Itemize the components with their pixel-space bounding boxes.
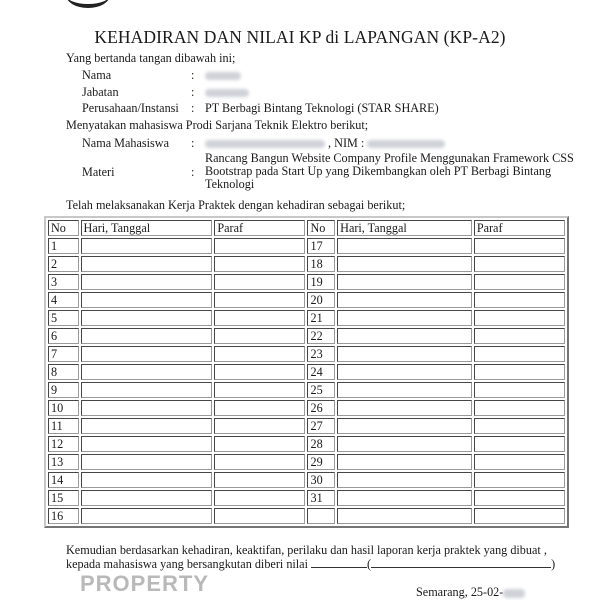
- grade-number-blank[interactable]: [311, 557, 367, 568]
- left-no: 2: [48, 256, 79, 272]
- right-no: 24: [307, 364, 335, 380]
- left-no: 15: [48, 490, 79, 506]
- left-signature-cell[interactable]: [214, 382, 305, 398]
- closing-paragraph: [66, 543, 555, 571]
- right-no: 23: [307, 346, 335, 362]
- right-no: 17: [307, 238, 335, 254]
- right-date-cell[interactable]: [337, 346, 472, 362]
- right-no: 27: [307, 418, 335, 434]
- left-no: 10: [48, 400, 79, 416]
- grade-letter-blank[interactable]: [371, 557, 551, 568]
- left-no: 6: [48, 328, 79, 344]
- right-no: [307, 508, 335, 524]
- attendance-table: [44, 216, 569, 528]
- table-row: [48, 490, 565, 506]
- statement-text: Menyatakan mahasiswa Prodi Sarjana Teknik Elektro berikut;: [66, 118, 369, 132]
- table-row: [48, 328, 565, 344]
- right-signature-cell[interactable]: [474, 364, 565, 380]
- right-no: 30: [307, 472, 335, 488]
- materi-label: Materi: [82, 165, 115, 179]
- left-signature-cell[interactable]: [214, 490, 305, 506]
- company-label: Perusahaan/Instansi: [82, 101, 179, 115]
- table-row: [48, 364, 565, 380]
- right-signature-cell[interactable]: [474, 256, 565, 272]
- table-row: [48, 418, 565, 434]
- right-no: 18: [307, 256, 335, 272]
- table-row: [48, 454, 565, 470]
- table-header-row: [48, 220, 565, 236]
- right-signature-cell[interactable]: [474, 310, 565, 326]
- right-date-cell[interactable]: [337, 274, 472, 290]
- materi-value: Rancang Bangun Website Company Profile Menggunakan Framework CSS Bootstrap pada Start Up yang Dikembangkan oleh PT Berbagi Bintang Teknologi: [205, 151, 574, 191]
- left-date-cell[interactable]: [81, 292, 213, 308]
- left-no: 7: [48, 346, 79, 362]
- right-signature-cell[interactable]: [474, 292, 565, 308]
- header-no: No: [307, 220, 335, 236]
- student-name-row: [205, 136, 445, 151]
- table-row: [48, 238, 565, 254]
- left-date-cell[interactable]: [81, 418, 213, 434]
- right-no: 26: [307, 400, 335, 416]
- closing-line-1: Kemudian berdasarkan kehadiran, keaktifan, perilaku dan hasil laporan kerja praktek yang dibuat ,: [66, 543, 547, 557]
- right-signature-cell[interactable]: [474, 472, 565, 488]
- logo-icon: [66, 0, 110, 8]
- signer-name-value: [205, 68, 241, 83]
- left-signature-cell[interactable]: [214, 472, 305, 488]
- table-intro-text: Telah melaksanakan Kerja Praktek dengan kehadiran sebagai berikut;: [66, 198, 406, 212]
- student-name-label: Nama Mahasiswa: [82, 136, 169, 150]
- table-row: [48, 274, 565, 290]
- left-signature-cell[interactable]: [214, 418, 305, 434]
- table-row: [48, 382, 565, 398]
- left-signature-cell[interactable]: [214, 346, 305, 362]
- document-title: KEHADIRAN DAN NILAI KP di LAPANGAN (KP-A2): [94, 27, 506, 47]
- table-row: [48, 436, 565, 452]
- signer-position-value: [205, 85, 249, 100]
- nim-label: , NIM :: [328, 136, 365, 150]
- table-row: [48, 400, 565, 416]
- left-signature-cell[interactable]: [214, 436, 305, 452]
- left-no: 5: [48, 310, 79, 326]
- right-signature-cell[interactable]: [474, 490, 565, 506]
- right-date-cell[interactable]: [337, 238, 472, 254]
- right-no: 22: [307, 328, 335, 344]
- left-signature-cell[interactable]: [214, 400, 305, 416]
- right-signature-cell[interactable]: [474, 238, 565, 254]
- left-signature-cell[interactable]: [214, 454, 305, 470]
- close-paren: ): [551, 557, 556, 571]
- left-date-cell[interactable]: [81, 454, 213, 470]
- right-no: 28: [307, 436, 335, 452]
- left-date-cell[interactable]: [81, 238, 213, 254]
- right-no: 25: [307, 382, 335, 398]
- left-signature-cell[interactable]: [214, 292, 305, 308]
- right-signature-cell[interactable]: [474, 274, 565, 290]
- left-no: 8: [48, 364, 79, 380]
- left-signature-cell[interactable]: [214, 364, 305, 380]
- left-date-cell[interactable]: [81, 328, 213, 344]
- table-row: [48, 256, 565, 272]
- place-date: [416, 585, 525, 600]
- table-row: [48, 472, 565, 488]
- right-signature-cell[interactable]: [474, 328, 565, 344]
- left-signature-cell[interactable]: [214, 328, 305, 344]
- colon: :: [191, 85, 195, 99]
- right-date-cell[interactable]: [337, 328, 472, 344]
- year-redacted: [503, 589, 525, 598]
- left-date-cell[interactable]: [81, 256, 213, 272]
- nim-value: [367, 140, 445, 148]
- right-date-cell[interactable]: [337, 472, 472, 488]
- place-date-text: Semarang, 25-02-: [416, 585, 504, 599]
- header-signature: Paraf: [214, 220, 305, 236]
- right-date-cell[interactable]: [337, 364, 472, 380]
- right-date-cell[interactable]: [337, 418, 472, 434]
- right-date-cell[interactable]: [337, 436, 472, 452]
- right-signature-cell[interactable]: [474, 346, 565, 362]
- left-date-cell[interactable]: [81, 490, 213, 506]
- signer-name-label: Nama: [82, 68, 112, 82]
- left-date-cell[interactable]: [81, 346, 213, 362]
- left-signature-cell[interactable]: [214, 508, 305, 524]
- right-date-cell[interactable]: [337, 454, 472, 470]
- left-date-cell[interactable]: [81, 274, 213, 290]
- header-signature: Paraf: [474, 220, 565, 236]
- closing-line-2-text: kepada mahasiswa yang bersangkutan diberi nilai: [66, 557, 308, 571]
- right-no: 29: [307, 454, 335, 470]
- right-date-cell[interactable]: [337, 292, 472, 308]
- right-no: 21: [307, 310, 335, 326]
- right-date-cell[interactable]: [337, 508, 472, 524]
- left-no: 12: [48, 436, 79, 452]
- table-row: [48, 508, 565, 524]
- left-date-cell[interactable]: [81, 436, 213, 452]
- right-date-cell[interactable]: [337, 490, 472, 506]
- open-paren: (: [367, 557, 372, 571]
- colon: :: [191, 165, 195, 179]
- left-date-cell[interactable]: [81, 310, 213, 326]
- left-no: 13: [48, 454, 79, 470]
- left-signature-cell[interactable]: [214, 274, 305, 290]
- right-date-cell[interactable]: [337, 256, 472, 272]
- intro-text: Yang bertanda tangan dibawah ini;: [66, 51, 236, 65]
- right-no: 31: [307, 490, 335, 506]
- right-no: 19: [307, 274, 335, 290]
- right-signature-cell[interactable]: [474, 436, 565, 452]
- colon: :: [191, 101, 195, 115]
- left-no: 9: [48, 382, 79, 398]
- left-no: 4: [48, 292, 79, 308]
- right-signature-cell[interactable]: [474, 400, 565, 416]
- left-no: 14: [48, 472, 79, 488]
- left-date-cell[interactable]: [81, 364, 213, 380]
- left-date-cell[interactable]: [81, 382, 213, 398]
- right-date-cell[interactable]: [337, 310, 472, 326]
- student-name-value: [205, 140, 325, 148]
- left-no: 16: [48, 508, 79, 524]
- colon: :: [191, 68, 195, 82]
- left-no: 11: [48, 418, 79, 434]
- left-date-cell[interactable]: [81, 508, 213, 524]
- table-row: [48, 292, 565, 308]
- right-signature-cell[interactable]: [474, 454, 565, 470]
- right-signature-cell[interactable]: [474, 418, 565, 434]
- left-signature-cell[interactable]: [214, 256, 305, 272]
- header-date: Hari, Tanggal: [81, 220, 213, 236]
- closing-line-2: [66, 557, 555, 571]
- left-date-cell[interactable]: [81, 472, 213, 488]
- left-signature-cell[interactable]: [214, 238, 305, 254]
- right-date-cell[interactable]: [337, 400, 472, 416]
- header-date: Hari, Tanggal: [337, 220, 472, 236]
- left-no: 1: [48, 238, 79, 254]
- right-signature-cell[interactable]: [474, 508, 565, 524]
- left-no: 3: [48, 274, 79, 290]
- signer-position-label: Jabatan: [82, 85, 119, 99]
- right-date-cell[interactable]: [337, 382, 472, 398]
- header-no: No: [48, 220, 79, 236]
- left-signature-cell[interactable]: [214, 310, 305, 326]
- table-row: [48, 310, 565, 326]
- company-value: PT Berbagi Bintang Teknologi (STAR SHARE): [205, 101, 439, 115]
- watermark: PROPERTY: [80, 571, 210, 596]
- colon: :: [191, 136, 195, 150]
- table-row: [48, 346, 565, 362]
- right-no: 20: [307, 292, 335, 308]
- left-date-cell[interactable]: [81, 400, 213, 416]
- right-signature-cell[interactable]: [474, 382, 565, 398]
